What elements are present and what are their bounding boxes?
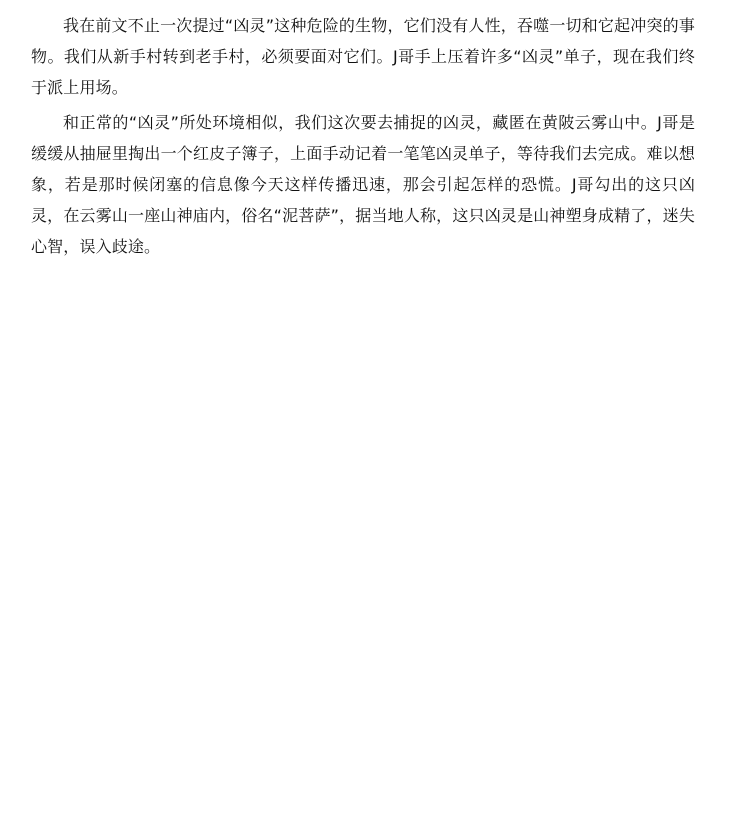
paragraph-1: 我在前文不止一次提过“凶灵”这种危险的生物，它们没有人性，吞噬一切和它起冲突的事物。我们从新手村转到老手村，必须要面对它们。J哥手上压着许多“凶灵”单子，现在我们终于派上用场。 [31,16,695,97]
paragraph-2: 和正常的“凶灵”所处环境相似，我们这次要去捕捉的凶灵，藏匿在黄陂云雾山中。J哥是缓缓从抽屉里掏出一个红皮子簿子，上面手动记着一笔笔凶灵单子，等待我们去完成。难以想象，若是那时候闭塞的信息像今天这样传播迅速，那会引起怎样的恐慌。J哥勾出的这只凶灵，在云雾山一座山神庙内，俗名“泥菩萨”，据当地人称，这只凶灵是山神塑身成精了，迷失心智，误入歧途。 [31,113,695,256]
document-body [31,10,695,266]
